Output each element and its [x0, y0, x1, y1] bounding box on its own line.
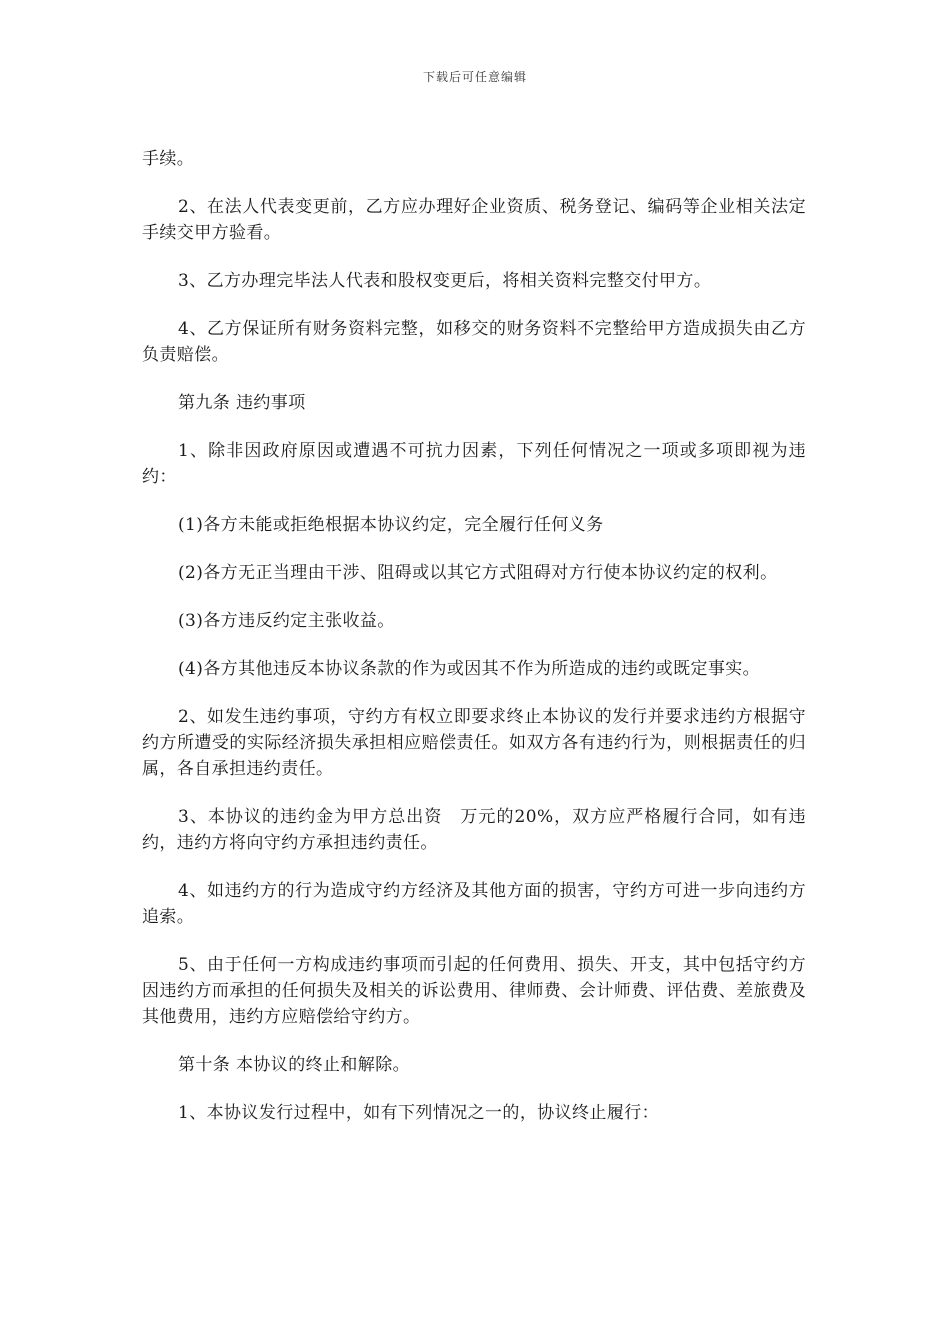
paragraph: 1、本协议发行过程中，如有下列情况之一的，协议终止履行： [178, 1103, 660, 1123]
paragraph: 2、在法人代表变更前，乙方应办理好企业资质、税务登记、编码等企业相关法定手续交甲方验看。 [142, 197, 806, 243]
page-header: 下载后可任意编辑 [422, 70, 527, 84]
paragraph: 3、乙方办理完毕法人代表和股权变更后，将相关资料完整交付甲方。 [178, 271, 712, 291]
list-item: (2)各方无正当理由干涉、阻碍或以其它方式阻碍对方行使本协议约定的权利。 [178, 563, 778, 583]
paragraph: 4、如违约方的行为造成守约方经济及其他方面的损害，守约方可进一步向违约方追索。 [142, 881, 806, 927]
list-item: (1)各方未能或拒绝根据本协议约定，完全履行任何义务 [178, 515, 604, 535]
paragraph: 5、由于任何一方构成违约事项而引起的任何费用、损失、开支，其中包括守约方因违约方而承担的任何损失及相关的诉讼费用、律师费、会计师费、评估费、差旅费及其他费用，违约方应赔偿给守约方。 [142, 955, 806, 1027]
paragraph: 4、乙方保证所有财务资料完整，如移交的财务资料不完整给甲方造成损失由乙方负责赔偿。 [142, 319, 806, 365]
section-heading: 第九条 违约事项 [178, 393, 306, 413]
document-body [142, 146, 806, 1148]
paragraph: 3、本协议的违约金为甲方总出资 万元的20%，双方应严格履行合同，如有违约，违约方将向守约方承担违约责任。 [142, 807, 806, 853]
paragraph: 1、除非因政府原因或遭遇不可抗力因素，下列任何情况之一项或多项即视为违约： [142, 441, 806, 487]
list-item: (3)各方违反约定主张收益。 [178, 611, 395, 631]
section-heading: 第十条 本协议的终止和解除。 [178, 1055, 411, 1075]
paragraph: 2、如发生违约事项，守约方有权立即要求终止本协议的发行并要求违约方根据守约方所遭受的实际经济损失承担相应赔偿责任。如双方各有违约行为，则根据责任的归属，各自承担违约责任。 [142, 707, 806, 779]
list-item: (4)各方其他违反本协议条款的作为或因其不作为所造成的违约或既定事实。 [178, 659, 761, 679]
paragraph: 手续。 [142, 149, 195, 169]
